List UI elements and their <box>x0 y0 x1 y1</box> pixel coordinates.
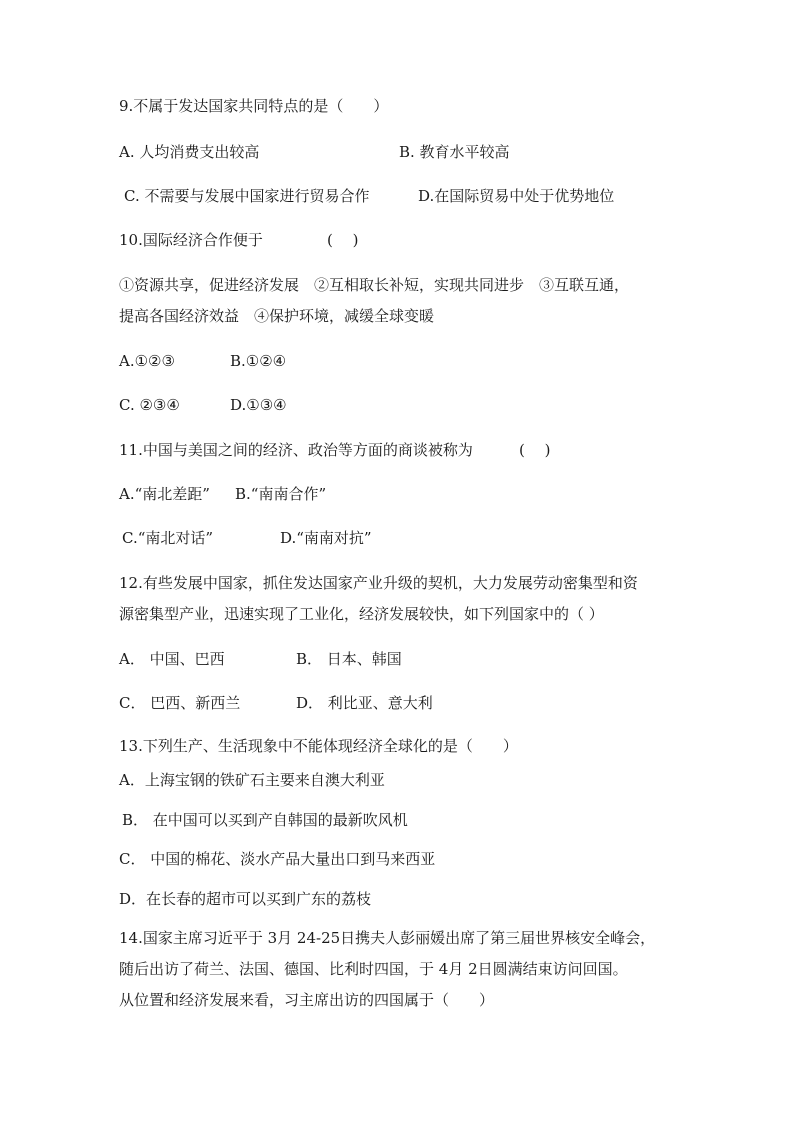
q11-option-c: C.“南北对话” <box>122 529 214 547</box>
q10-option-a: A.①②③ <box>119 352 175 370</box>
q9-option-a: A. 人均消费支出较高 <box>119 143 260 161</box>
q14-text-line1: 14.国家主席习近平于 3月 24-25日携夫人彭丽媛出席了第三届世界核安全峰会， <box>119 929 656 947</box>
q12-option-a: A． 中国、巴西 <box>119 650 225 668</box>
q10-option-c: C. ②③④ <box>119 396 180 414</box>
q11-option-d: D.“南南对抗” <box>280 529 372 547</box>
q9-option-d: D.在国际贸易中处于优势地位 <box>418 187 615 205</box>
q12-stem-line2: 源密集型产业，迅速实现了工业化，经济发展较快，如下列国家中的（ ） <box>119 605 604 623</box>
q11-option-a: A.“南北差距” <box>119 485 210 503</box>
q10-stem: 10.国际经济合作便于 <box>119 231 263 249</box>
q11-answer-paren: ( ) <box>519 441 551 459</box>
q9-option-b: B. 教育水平较高 <box>399 143 510 161</box>
q13-option-c: C． 中国的棉花、淡水产品大量出口到马来西亚 <box>119 850 436 868</box>
q12-option-b: B． 日本、韩国 <box>296 650 402 668</box>
q11-stem: 11.中国与美国之间的经济、政治等方面的商谈被称为 <box>119 441 473 459</box>
q10-text-line2: 提高各国经济效益 ④保护环境，减缓全球变暖 <box>119 307 435 325</box>
q10-answer-paren: ( ) <box>327 231 359 249</box>
q13-option-a: A．上海宝钢的铁矿石主要来自澳大利亚 <box>119 771 385 789</box>
q9-stem: 9.不属于发达国家共同特点的是（ ） <box>119 97 389 115</box>
q13-option-b: B． 在中国可以买到产自韩国的最新吹风机 <box>122 811 408 829</box>
q12-option-d: D． 利比亚、意大利 <box>296 694 433 712</box>
q13-stem: 13.下列生产、生活现象中不能体现经济全球化的是（ ） <box>119 737 518 755</box>
q14-text-line2: 随后出访了荷兰、法国、德国、比利时四国，于 4月 2日圆满结束访问回国。 <box>119 960 628 978</box>
q11-option-b: B.“南南合作” <box>235 485 327 503</box>
q14-text-line3: 从位置和经济发展来看，习主席出访的四国属于（ ） <box>119 991 495 1009</box>
q12-option-c: C． 巴西、新西兰 <box>119 694 241 712</box>
q10-option-d: D.①③④ <box>230 396 287 414</box>
q10-text-line1: ①资源共享，促进经济发展 ②互相取长补短，实现共同进步 ③互联互通， <box>119 276 630 294</box>
q12-stem-line1: 12.有些发展中国家，抓住发达国家产业升级的契机，大力发展劳动密集型和资 <box>119 574 638 592</box>
q13-option-d: D．在长春的超市可以买到广东的荔枝 <box>119 890 372 908</box>
q10-option-b: B.①②④ <box>230 352 287 370</box>
q9-option-c: C. 不需要与发展中国家进行贸易合作 <box>124 187 370 205</box>
